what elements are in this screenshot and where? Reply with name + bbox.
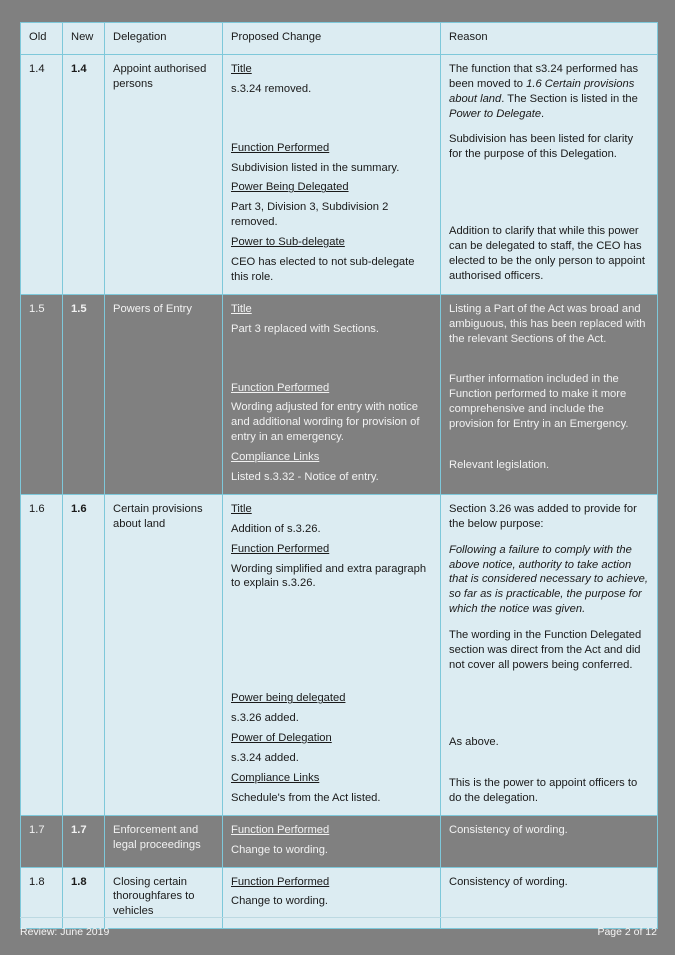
footer-review-date: Review: June 2019 — [20, 926, 110, 938]
cell-delegation: Enforcement and legal proceedings — [105, 815, 223, 867]
text-title-change: s.3.24 removed. — [231, 82, 312, 95]
reason-paragraph-3: Addition to clarify that while this power can be delegated to staff, the CEO has elected to be the only person to appoint authorised officers. — [449, 225, 645, 282]
subheading-power-of-delegation: Power of Delegation — [231, 732, 332, 745]
reason-paragraph-2: Further information included in the Function performed to make it more comprehensive and include the provision for Entry in an Emergency. — [449, 373, 629, 431]
text-function-performed: Subdivision listed in the summary. — [231, 161, 400, 174]
table-row — [21, 54, 658, 294]
reason-paragraph-2: Subdivision has been listed for clarity for the purpose of this Delegation. — [449, 133, 634, 161]
text-function-performed: Change to wording. — [231, 843, 329, 856]
text-compliance-links: Schedule's from the Act listed. — [231, 791, 381, 804]
text-title-change: Part 3 replaced with Sections. — [231, 322, 379, 335]
text-power-being-delegated: s.3.26 added. — [231, 712, 299, 725]
text-power-of-delegation: s.3.24 added. — [231, 752, 299, 765]
column-header-delegation: Delegation — [105, 23, 223, 55]
page-footer — [20, 917, 657, 955]
cell-reason — [441, 494, 658, 815]
reason-paragraph-1 — [449, 62, 649, 122]
cell-delegation: Certain provisions about land — [105, 494, 223, 815]
text-power-to-sub-delegate: CEO has elected to not sub-delegate this role. — [231, 256, 415, 283]
table-header — [21, 23, 658, 55]
text-function-performed: Wording adjusted for entry with notice and additional wording for provision of entry in an emergency. — [231, 401, 420, 444]
reason-paragraph-1: Consistency of wording. — [449, 875, 568, 888]
subheading-function-performed: Function Performed — [231, 823, 330, 836]
subheading-compliance-links: Compliance Links — [231, 771, 320, 784]
cell-new-number: 1.7 — [63, 815, 105, 867]
reason-paragraph-4: As above. — [449, 735, 499, 748]
cell-old-number: 1.7 — [21, 815, 63, 867]
reason-text-a: The function that s3.24 performed has been moved to — [449, 62, 639, 90]
cell-proposed-change — [223, 815, 441, 867]
subheading-function-performed: Function Performed — [231, 875, 330, 888]
cell-proposed-change — [223, 54, 441, 294]
reason-italic-1: 1.6 Certain provisions about land — [449, 77, 635, 105]
reason-italic-2: Power to Delegate — [449, 107, 542, 120]
subheading-title: Title — [231, 302, 252, 315]
cell-old-number: 1.8 — [21, 867, 63, 929]
subheading-power-being-delegated: Power Being Delegated — [231, 181, 349, 194]
cell-new-number: 1.6 — [63, 494, 105, 815]
reason-text-c: . — [541, 107, 545, 120]
cell-reason — [441, 54, 658, 294]
cell-old-number: 1.5 — [21, 294, 63, 494]
reason-paragraph-5: This is the power to appoint officers to do the delegation. — [449, 776, 638, 804]
table-header-row — [21, 23, 658, 55]
column-header-proposed-change: Proposed Change — [223, 23, 441, 55]
cell-delegation: Powers of Entry — [105, 294, 223, 494]
reason-paragraph-3: The wording in the Function Delegated section was direct from the Act and did not cover all powers being conferred. — [449, 629, 642, 671]
subheading-function-performed: Function Performed — [231, 542, 330, 555]
subheading-function-performed: Function Performed — [231, 381, 330, 394]
text-power-being-delegated: Part 3, Division 3, Subdivision 2 removed. — [231, 201, 389, 229]
delegation-changes-table — [20, 22, 658, 929]
cell-reason — [441, 294, 658, 494]
cell-new-number: 1.4 — [63, 54, 105, 294]
cell-new-number: 1.5 — [63, 294, 105, 494]
text-title-change: Addition of s.3.26. — [231, 522, 321, 535]
subheading-title: Title — [231, 62, 252, 75]
text-function-performed: Change to wording. — [231, 895, 329, 908]
subheading-title: Title — [231, 502, 252, 515]
subheading-power-being-delegated: Power being delegated — [231, 692, 346, 705]
reason-paragraph-3: Relevant legislation. — [449, 459, 550, 472]
reason-quotation: Following a failure to comply with the above notice, authority to take action that is considered necessary to achieve, so far as is practicable, the purpose for which the notice was given. — [449, 543, 648, 616]
subheading-power-to-sub-delegate: Power to Sub-delegate — [231, 236, 345, 249]
table-row — [21, 494, 658, 815]
table-row — [21, 815, 658, 867]
cell-reason — [441, 815, 658, 867]
cell-proposed-change — [223, 494, 441, 815]
cell-proposed-change — [223, 294, 441, 494]
text-compliance-links: Listed s.3.32 - Notice of entry. — [231, 471, 379, 484]
reason-paragraph-1: Section 3.26 was added to provide for the below purpose: — [449, 502, 637, 530]
footer-page-number: Page 2 of 12 — [597, 926, 657, 938]
table-body — [21, 54, 658, 928]
cell-old-number: 1.4 — [21, 54, 63, 294]
reason-paragraph-1: Listing a Part of the Act was broad and ambiguous, this has been replaced with the relevant Sections of the Act. — [449, 302, 646, 345]
cell-delegation: Closing certain thoroughfares to vehicles — [105, 867, 223, 929]
reason-paragraph-1: Consistency of wording. — [449, 823, 568, 836]
column-header-new: New — [63, 23, 105, 55]
reason-text-b: . The Section is listed in the — [501, 92, 638, 105]
column-header-reason: Reason — [441, 23, 658, 55]
subheading-function-performed: Function Performed — [231, 141, 330, 154]
cell-new-number: 1.8 — [63, 867, 105, 929]
cell-delegation: Appoint authorised persons — [105, 54, 223, 294]
subheading-compliance-links: Compliance Links — [231, 451, 320, 464]
text-function-performed: Wording simplified and extra paragraph to explain s.3.26. — [231, 562, 427, 590]
cell-old-number: 1.6 — [21, 494, 63, 815]
column-header-old: Old — [21, 23, 63, 55]
table-row — [21, 294, 658, 494]
